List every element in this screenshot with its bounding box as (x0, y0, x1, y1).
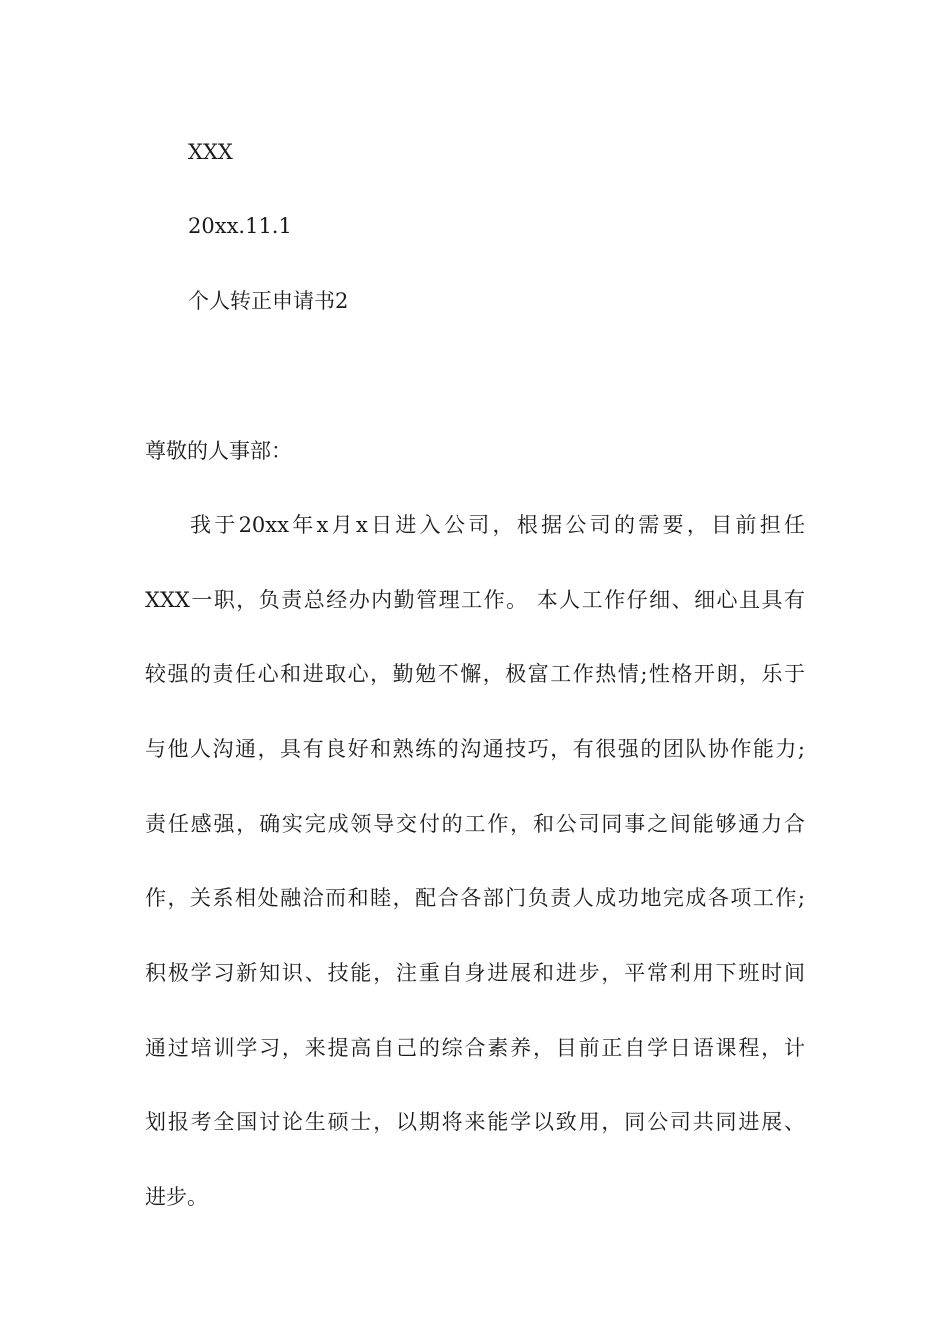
body-line-4: 与他人沟通，具有良好和熟练的沟通技巧，有很强的团队协作能力; (145, 737, 805, 761)
body-line-9: 划报考全国讨论生硕士，以期将来能学以致用，同公司共同进展、 (145, 1110, 805, 1134)
body-line-5: 责任感强，确实完成领导交付的工作，和公司同事之间能够通力合 (145, 812, 805, 836)
body-line-10: 进步。 (145, 1185, 208, 1209)
signature-name: XXX (188, 140, 233, 164)
body-line-1: 我于20xx年x月x日进入公司，根据公司的需要，目前担任 (190, 513, 805, 537)
salutation: 尊敬的人事部： (145, 439, 292, 463)
body-line-6: 作，关系相处融洽而和睦，配合各部门负责人成功地完成各项工作; (145, 886, 805, 910)
signature-date: 20xx.11.1 (188, 214, 292, 238)
body-line-8: 通过培训学习，来提高自己的综合素养，目前正自学日语课程，计 (145, 1036, 805, 1060)
body-line-3: 较强的责任心和进取心，勤勉不懈，极富工作热情;性格开朗，乐于 (145, 662, 805, 686)
document-title: 个人转正申请书2 (188, 289, 349, 313)
body-line-2: XXX一职，负责总经办内勤管理工作。 本人工作仔细、细心且具有 (145, 588, 805, 612)
body-line-7: 积极学习新知识、技能，注重自身进展和进步，平常利用下班时间 (145, 961, 805, 985)
